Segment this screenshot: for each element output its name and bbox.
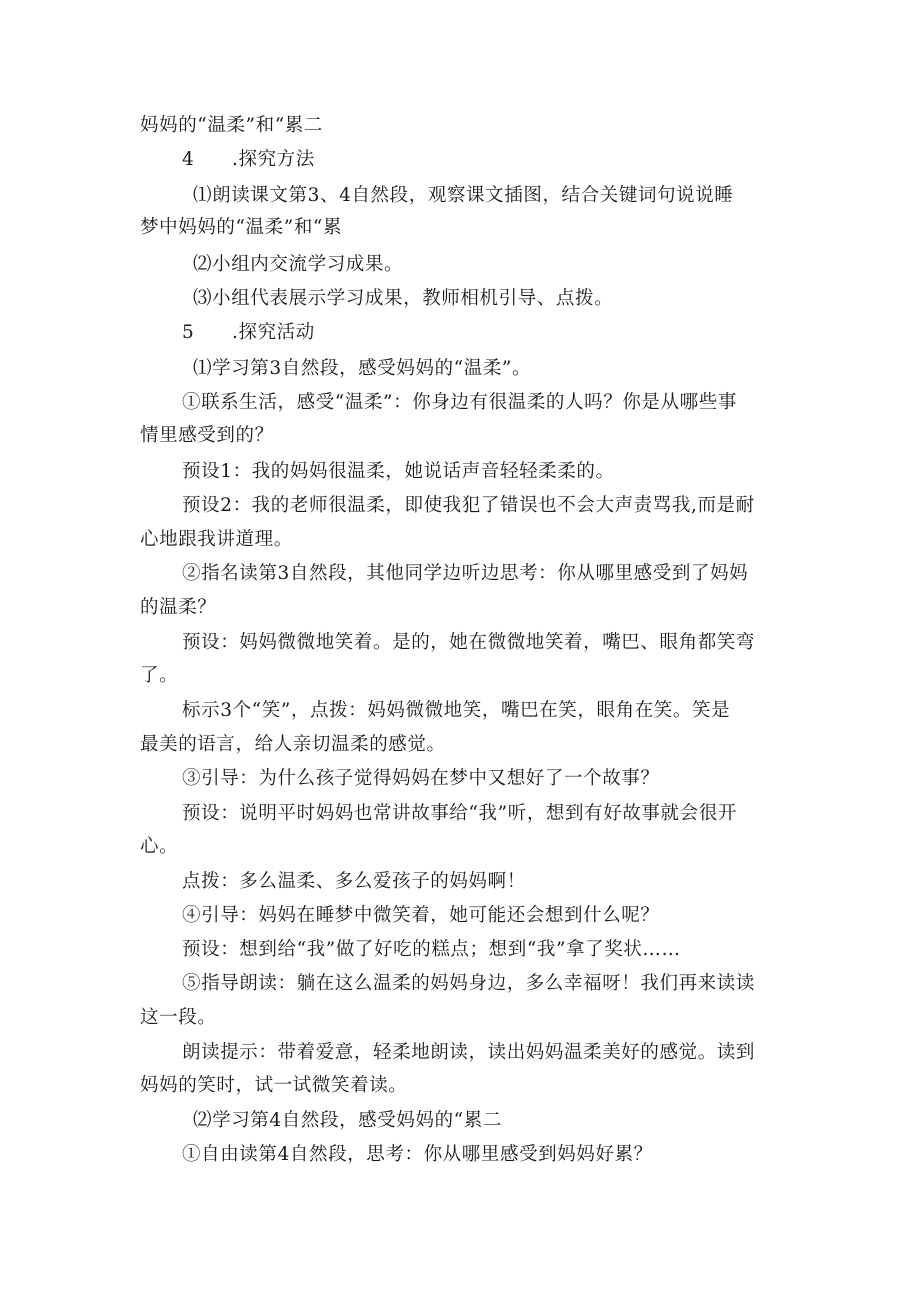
text-line: 预设1：我的妈妈很温柔，她说话声音轻轻柔柔的。	[182, 461, 615, 482]
text-line: ⑴学习第3自然段，感受妈妈的“温柔”。	[193, 358, 532, 379]
text-line: 妈妈的“温柔”和“累二	[140, 115, 323, 136]
text-line: 标示3个“笑”，点拨：妈妈微微地笑，嘴巴在笑，眼角在笑。笑是	[182, 700, 731, 721]
text-line: ①自由读第4自然段，思考：你从哪里感受到妈妈好累？	[182, 1144, 653, 1165]
text-line: 朗读提示：带着爱意，轻柔地朗读，读出妈妈温柔美好的感觉。读到	[182, 1042, 756, 1063]
text-line: ⑶小组代表展示学习成果，教师相机引导、点拨。	[193, 288, 614, 309]
text-line: 心。	[140, 836, 179, 857]
text-line: 预设：妈妈微微地笑着。是的，她在微微地笑着，嘴巴、眼角都笑弯	[182, 632, 756, 653]
text-line: ④引导：妈妈在睡梦中微笑着，她可能还会想到什么呢？	[182, 905, 660, 926]
section-title: .探究方法	[232, 149, 315, 170]
section-title: .探究活动	[232, 322, 315, 343]
text-line: 的温柔？	[140, 597, 217, 618]
text-line: 预设：说明平时妈妈也常讲故事给“我”听，想到有好故事就会很开	[182, 803, 737, 824]
section-heading	[182, 147, 832, 173]
text-line: ①联系生活，感受“温柔”：你身边有很温柔的人吗？你是从哪些事	[182, 392, 737, 413]
text-line: 妈妈的笑时，试一试微笑着读。	[140, 1075, 408, 1096]
text-line: ⑴朗读课文第3、4自然段，观察课文插图，结合关键词句说说睡	[193, 185, 734, 206]
text-line: 了。	[140, 665, 179, 686]
text-line: ⑵学习第4自然段，感受妈妈的“累二	[193, 1110, 502, 1131]
text-line: 心地跟我讲道理。	[140, 529, 293, 550]
text-line: 情里感受到的？	[140, 425, 274, 446]
text-line: 最美的语言，给人亲切温柔的感觉。	[140, 734, 446, 755]
section-number: 5	[182, 322, 195, 343]
text-line: ③引导：为什么孩子觉得妈妈在梦中又想好了一个故事？	[182, 768, 660, 789]
text-line: 梦中妈妈的“温柔”和“累	[140, 217, 343, 238]
text-line: 点拨：多么温柔、多么爱孩子的妈妈啊！	[182, 871, 526, 892]
text-line: 预设：想到给“我”做了好吃的糕点；想到“我”拿了奖状……	[182, 939, 681, 960]
section-number: 4	[182, 149, 195, 170]
text-line: ②指名读第3自然段，其他同学边听边思考：你从哪里感受到了妈妈	[182, 563, 749, 584]
text-line: 预设2：我的老师很温柔，即使我犯了错误也不会大声责骂我,而是耐	[182, 495, 755, 516]
text-line: ⑵小组内交流学习成果。	[193, 254, 404, 275]
section-heading	[182, 320, 832, 346]
text-line: 这一段。	[140, 1007, 217, 1028]
text-line: ⑤指导朗读：躺在这么温柔的妈妈身边，多么幸福呀！我们再来读读	[182, 973, 756, 994]
